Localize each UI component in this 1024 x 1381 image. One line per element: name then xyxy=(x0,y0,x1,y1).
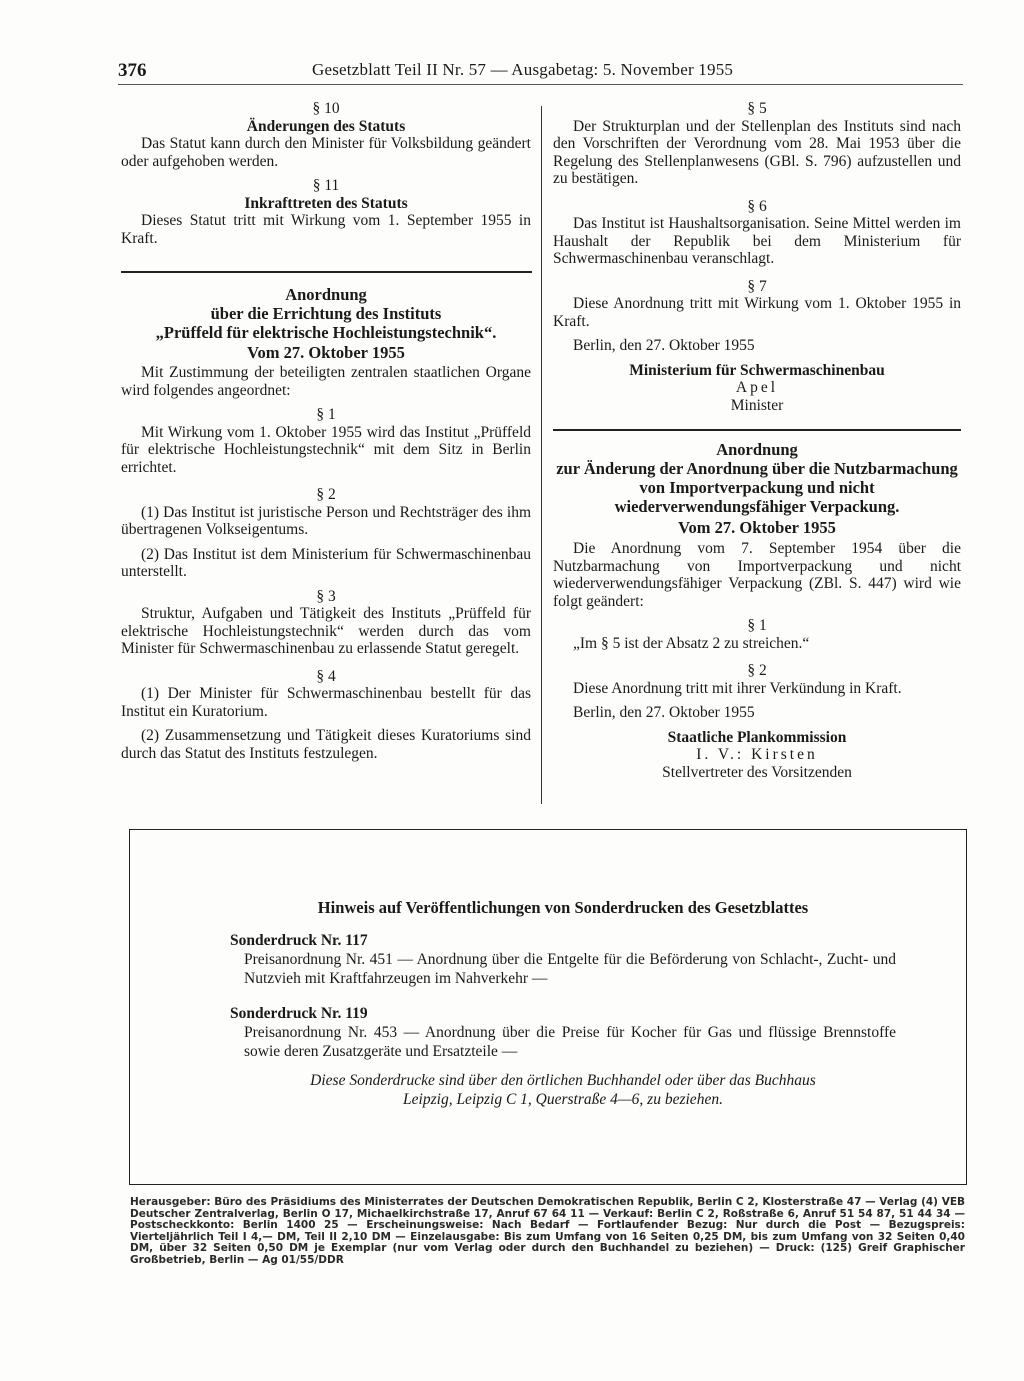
paragraph-7-number: § 7 xyxy=(747,277,767,295)
special-print-119-title: Sonderdruck Nr. 119 xyxy=(230,1005,368,1022)
notice-availability-line-1: Diese Sonderdrucke sind über den örtlichen Buchhandel oder über das Buchhaus xyxy=(310,1072,816,1089)
signer-1-role: Minister xyxy=(730,396,784,414)
special-print-117-text: Preisanordnung Nr. 451 — Anordnung über die Entgelte für die Beförderung von Schlacht-, Zucht- und Nutzvieh mit Kraftfahrzeugen im Nahverkehr — xyxy=(244,951,896,987)
special-print-117-title: Sonderdruck Nr. 117 xyxy=(230,932,368,949)
paragraph-1-number: § 1 xyxy=(316,406,336,423)
section-10-text: Das Statut kann durch den Minister für Volksbildung geändert oder aufgehoben werden. xyxy=(121,135,531,170)
page-number: 376 xyxy=(118,60,147,81)
paragraph-4-sub-1: (1) Der Minister für Schwermaschinenbau bestellt für das Institut ein Kuratorium. xyxy=(121,685,531,720)
running-header: Gesetzblatt Teil II Nr. 57 — Ausgabetag: 5. November 1955 xyxy=(312,60,734,79)
ordinance-institute: „Prüffeld für elektrische Hochleistungstechnik“. xyxy=(155,323,497,342)
ordinance-subtitle: über die Errichtung des Instituts xyxy=(210,304,442,323)
section-10-title: Änderungen des Statuts xyxy=(246,117,406,135)
paragraph-5-number: § 5 xyxy=(747,100,767,117)
paragraph-2-number: § 2 xyxy=(316,486,336,503)
publisher-imprint: Herausgeber: Büro des Präsidiums des Ministerrates der Deutschen Demokratischen Republik, Berlin C 2, Klosterstraße 47 — Verlag (4) VEB Deutscher Zentralverlag, Berlin O 17, Michaelkirchstraße 17, Anruf 67 64 11 — Verkauf: Berlin C 2, Roßstraße 6, Anruf 51 54 87, 51 44 34 — Postscheckkonto: Berlin 1400 25 — Erscheinungsweise: Nach Bedarf — Fortlaufender Bezug: Nur durch die Post — Bezugspreis: Vierteljährlich Teil I 4,— DM, Teil II 2,10 DM — Einzelausgabe: Bis zum Umfang von 16 Seiten 0,25 DM, bis zum Umfang von 32 Seiten 0,40 DM, über 32 Seiten 0,50 DM je Exemplar (nur vom Verlag oder durch den Buchhandel zu beziehen) — Druck: (125) Greif Graphischer Großbetrieb, Berlin — Ag 01/55/DDR xyxy=(130,1196,965,1266)
amend-paragraph-1-text: „Im § 5 ist der Absatz 2 zu streichen.“ xyxy=(573,634,810,652)
ordinance-2-date: Vom 27. Oktober 1955 xyxy=(678,518,836,537)
section-11-text: Dieses Statut tritt mit Wirkung vom 1. September 1955 in Kraft. xyxy=(121,212,531,247)
paragraph-4-number: § 4 xyxy=(316,667,336,685)
signer-2-name: I. V.: Kirsten xyxy=(696,746,818,763)
ordinance-title: Anordnung xyxy=(285,285,367,304)
place-date-2: Berlin, den 27. Oktober 1955 xyxy=(573,704,755,721)
amend-paragraph-1-number: § 1 xyxy=(747,617,767,634)
ordinance-2-intro: Die Anordnung vom 7. September 1954 über die Nutzbarmachung von Importverpackung und nicht wiederverwendungsfähiger Verpackung (ZBl. S. 447) wird wie folgt geändert: xyxy=(553,540,961,610)
ordinance-intro: Mit Zustimmung der beteiligten zentralen staatlichen Organe wird folgendes angeordnet: xyxy=(121,364,531,399)
paragraph-5-text: Der Strukturplan und der Stellenplan des Instituts sind nach den Vorschriften der Verordnung vom 28. Mai 1953 über die Regelung des Stellenplanwesens (GBl. S. 796) aufzustellen und zu bestätigen. xyxy=(553,117,961,187)
special-print-119-text: Preisanordnung Nr. 453 — Anordnung über die Preise für Kocher für Gas und flüssige Brennstoffe sowie deren Zusatzgeräte und Ersatzteile — xyxy=(244,1024,896,1060)
paragraph-4-sub-2: (2) Zusammensetzung und Tätigkeit dieses Kuratoriums sind durch das Statut des Instituts festzulegen. xyxy=(121,727,531,762)
header-rule xyxy=(118,84,963,85)
paragraph-2-sub-2: (2) Das Institut ist dem Ministerium für Schwermaschinenbau unterstellt. xyxy=(121,545,531,580)
paragraph-6-text: Das Institut ist Haushaltsorganisation. Seine Mittel werden im Haushalt der Republik bei dem Ministerium für Schwermaschinenbau veranschlagt. xyxy=(553,215,961,267)
ordinance-date: Vom 27. Oktober 1955 xyxy=(247,343,405,362)
signer-2-role: Stellvertreter des Vorsitzenden xyxy=(662,763,852,781)
column-divider xyxy=(541,106,542,804)
special-prints-notice xyxy=(129,829,967,1185)
section-10-number: § 10 xyxy=(312,100,340,117)
notice-availability-line-2: Leipzig, Leipzig C 1, Querstraße 4—6, zu beziehen. xyxy=(403,1091,723,1108)
paragraph-7-text: Diese Anordnung tritt mit Wirkung vom 1. Oktober 1955 in Kraft. xyxy=(553,295,961,330)
amend-paragraph-2-text: Diese Anordnung tritt mit ihrer Verkündung in Kraft. xyxy=(573,679,902,697)
paragraph-3-number: § 3 xyxy=(316,587,336,605)
right-section-rule xyxy=(553,429,961,431)
left-section-rule xyxy=(121,271,532,273)
paragraph-3-text: Struktur, Aufgaben und Tätigkeit des Instituts „Prüffeld für elektrische Hochleistungstechnik“ werden durch das vom Minister für Schwermaschinenbau zu erlassende Statut geregelt. xyxy=(121,605,531,657)
paragraph-2-sub-1: (1) Das Institut ist juristische Person und Rechtsträger des ihm übertragenen Volkseigentums. xyxy=(121,503,531,538)
section-11-number: § 11 xyxy=(312,177,340,194)
section-11-title: Inkrafttreten des Statuts xyxy=(244,194,408,212)
notice-title: Hinweis auf Veröffentlichungen von Sonderdrucken des Gesetzblattes xyxy=(317,898,809,917)
right-column xyxy=(553,100,961,781)
paragraph-6-number: § 6 xyxy=(747,197,767,215)
signer-1-name: Apel xyxy=(735,379,779,396)
ordinance-2-subtitle: zur Änderung der Anordnung über die Nutzbarmachung von Importverpackung und nicht wiederverwendungsfähiger Verpackung. xyxy=(556,459,958,516)
ordinance-2-title: Anordnung xyxy=(716,440,798,459)
ministry-name: Ministerium für Schwermaschinenbau xyxy=(629,361,885,379)
amend-paragraph-2-number: § 2 xyxy=(747,662,767,679)
place-date-1: Berlin, den 27. Oktober 1955 xyxy=(573,337,755,354)
left-column xyxy=(121,100,531,762)
commission-name: Staatliche Plankommission xyxy=(667,728,847,746)
paragraph-1-text: Mit Wirkung vom 1. Oktober 1955 wird das Institut „Prüffeld für elektrische Hochleistungstechnik“ mit dem Sitz in Berlin errichtet. xyxy=(121,423,531,476)
